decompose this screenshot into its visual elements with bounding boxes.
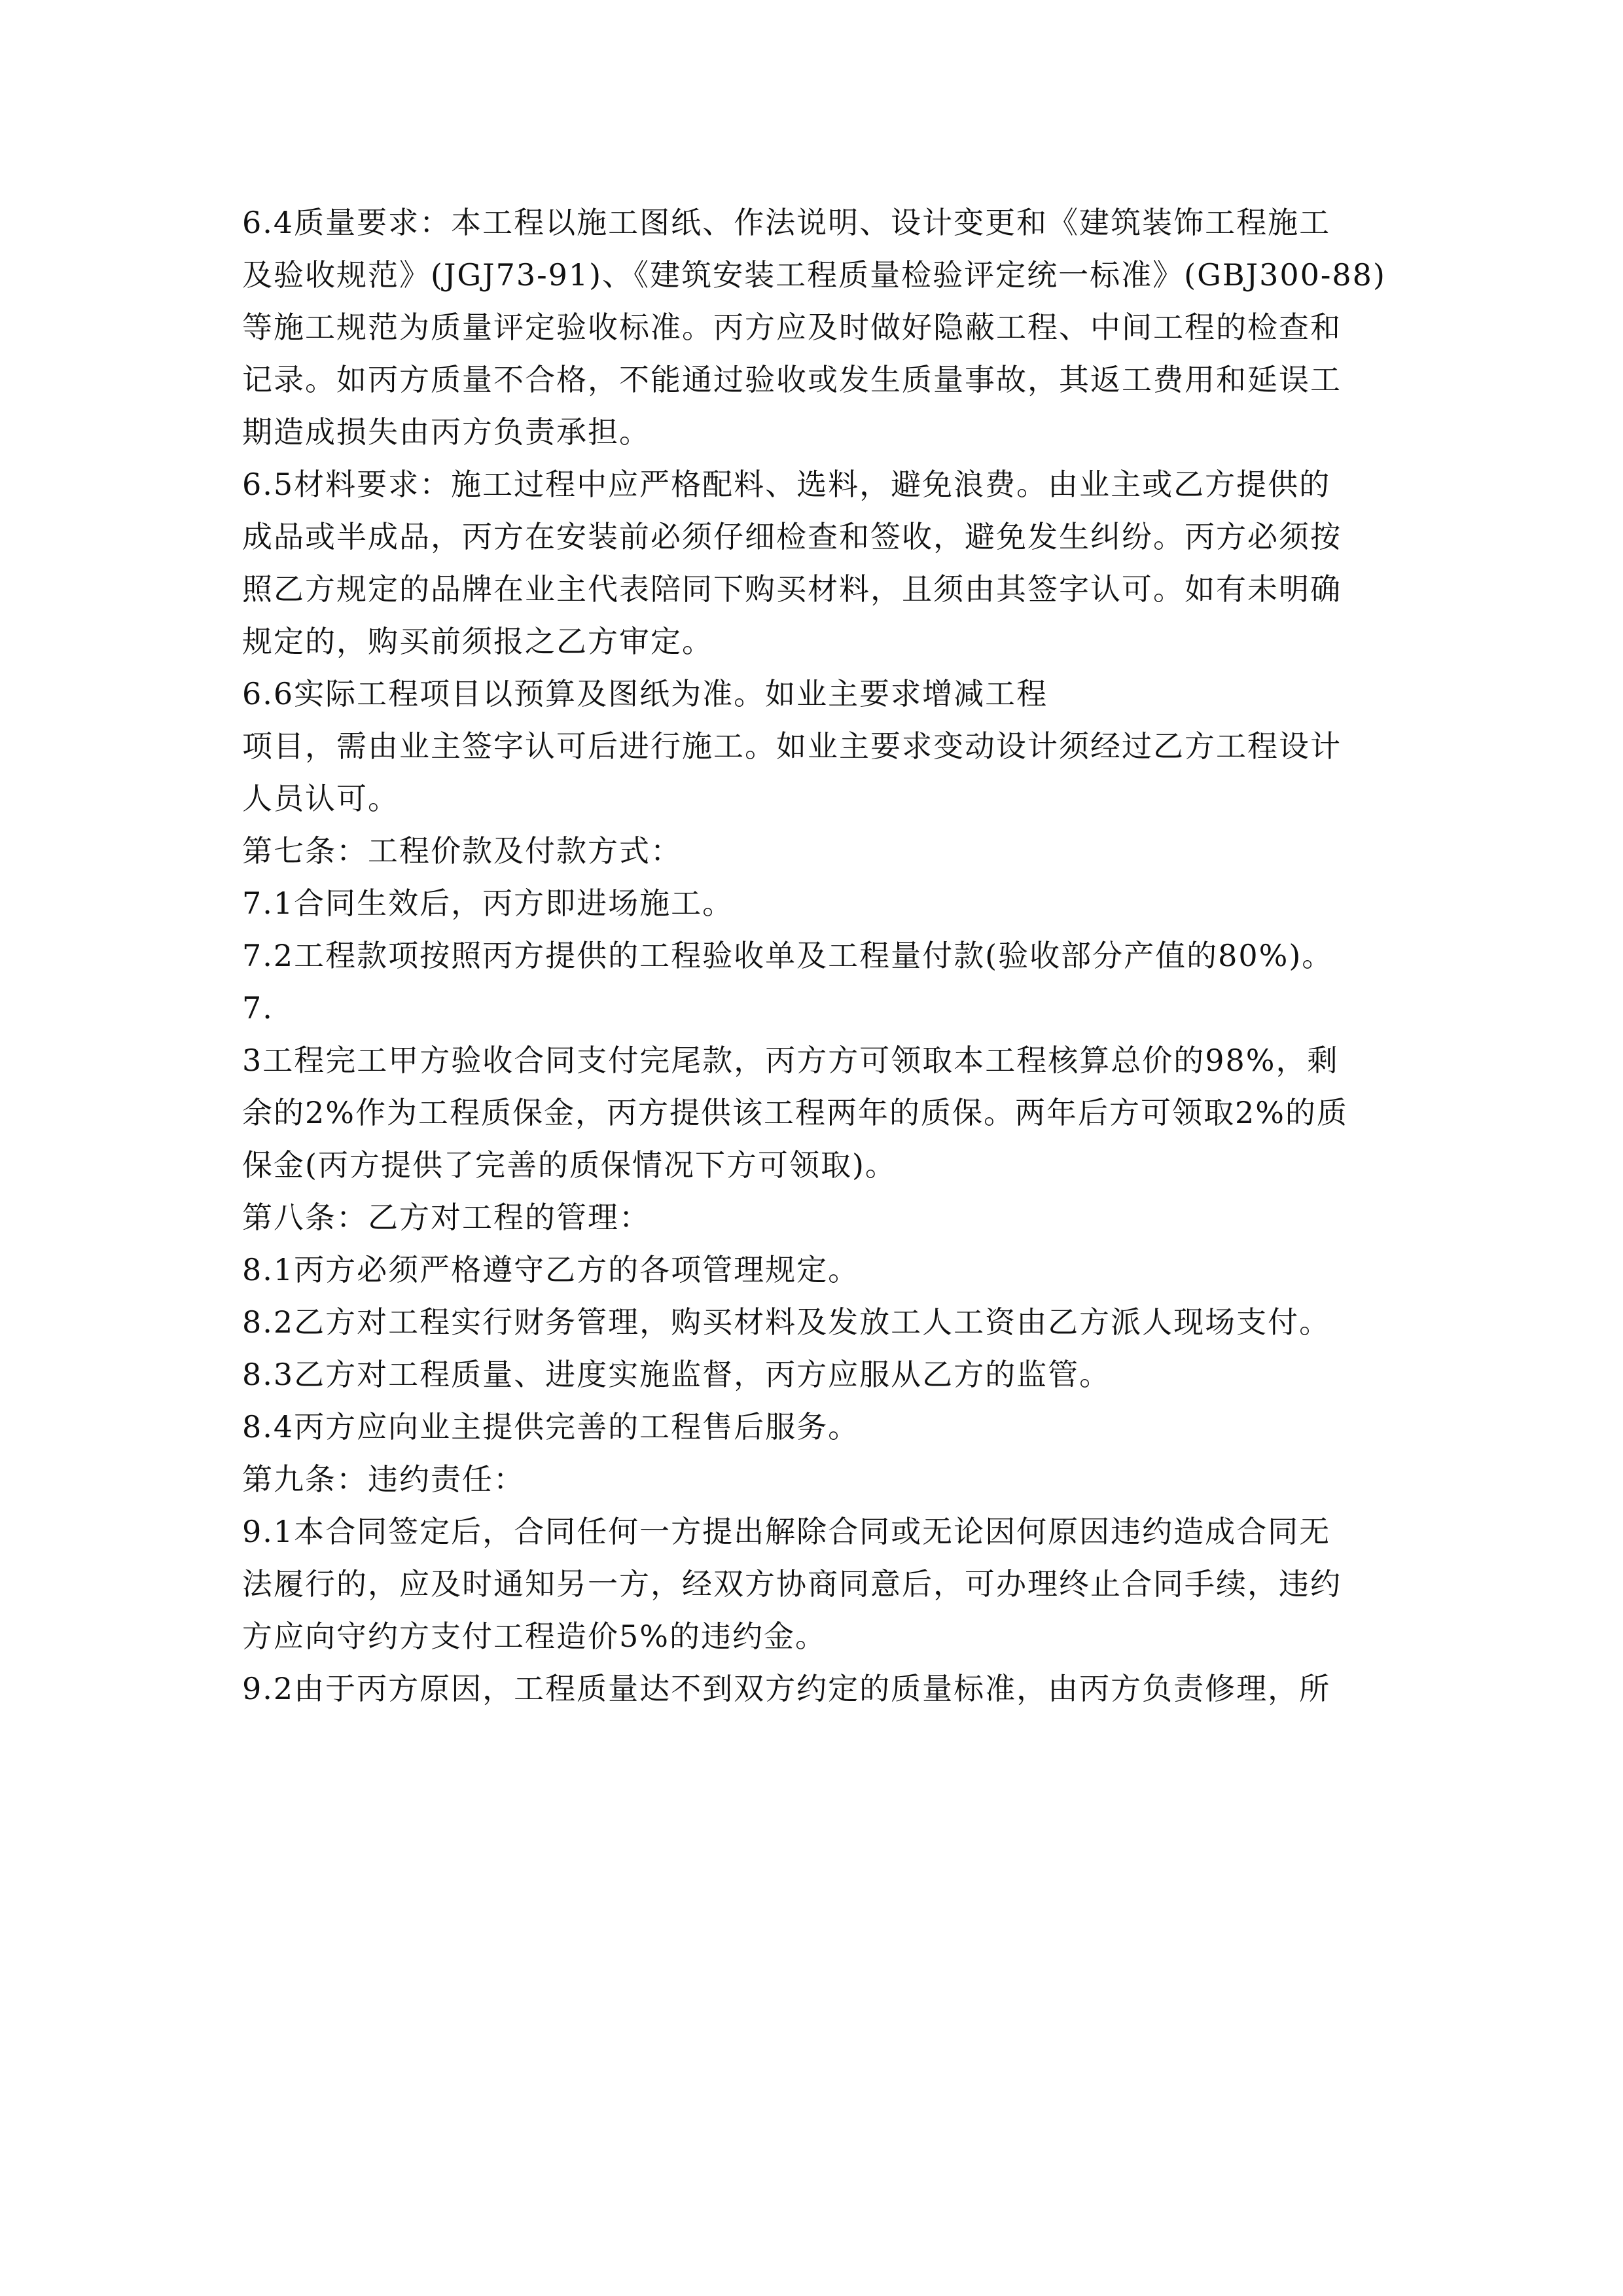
text-line: 期造成损失由丙方负责承担。 (242, 414, 651, 450)
text-line: 6.4质量要求：本工程以施工图纸、作法说明、设计变更和《建筑装饰工程施工 (242, 205, 1331, 240)
text-line: 项目，需由业主签字认可后进行施工。如业主要求变动设计须经过乙方工程设计 (242, 728, 1342, 764)
document-body (242, 196, 1394, 1715)
text-line: 照乙方规定的品牌在业主代表陪同下购买材料，且须由其签字认可。如有未明确 (242, 571, 1342, 607)
text-line: 8.2乙方对工程实行财务管理，购买材料及发放工人工资由乙方派人现场支付。 (242, 1304, 1331, 1340)
text-line: 法履行的，应及时通知另一方，经双方协商同意后，可办理终止合同手续，违约 (242, 1566, 1342, 1602)
text-line: 8.4丙方应向业主提供完善的工程售后服务。 (242, 1409, 860, 1444)
text-line: 6.6实际工程项目以预算及图纸为准。如业主要求增减工程 (242, 676, 1048, 711)
text-line: 7.2工程款项按照丙方提供的工程验收单及工程量付款(验收部分产值的80%)。 (242, 938, 1334, 973)
text-line: 余的2%作为工程质保金，丙方提供该工程两年的质保。两年后方可领取2%的质 (242, 1095, 1348, 1130)
text-line: 8.3乙方对工程质量、进度实施监督，丙方应服从乙方的监管。 (242, 1357, 1111, 1392)
text-line: 9.1本合同签定后，合同任何一方提出解除合同或无论因何原因违约造成合同无 (242, 1514, 1331, 1549)
text-line: 7.1合同生效后，丙方即进场施工。 (242, 886, 734, 921)
text-line: 人员认可。 (242, 781, 399, 816)
text-line: 等施工规范为质量评定验收标准。丙方应及时做好隐蔽工程、中间工程的检查和 (242, 310, 1342, 345)
text-line: 记录。如丙方质量不合格，不能通过验收或发生质量事故，其返工费用和延误工 (242, 362, 1342, 397)
text-line: 8.1丙方必须严格遵守乙方的各项管理规定。 (242, 1252, 860, 1287)
text-line: 9.2由于丙方原因，工程质量达不到双方约定的质量标准，由丙方负责修理，所 (242, 1671, 1331, 1706)
text-line: 成品或半成品，丙方在安装前必须仔细检查和签收，避免发生纠纷。丙方必须按 (242, 519, 1342, 554)
text-line: 6.5材料要求：施工过程中应严格配料、选料，避免浪费。由业主或乙方提供的 (242, 467, 1331, 502)
text-line: 方应向守约方支付工程造价5%的违约金。 (242, 1619, 827, 1654)
section-heading: 第八条：乙方对工程的管理： (242, 1200, 651, 1235)
text-line: 7. (242, 990, 274, 1026)
text-line: 规定的，购买前须报之乙方审定。 (242, 624, 713, 659)
text-line: 3工程完工甲方验收合同支付完尾款，丙方方可领取本工程核算总价的98%，剩 (242, 1043, 1339, 1078)
section-heading: 第九条：违约责任： (242, 1462, 525, 1497)
section-heading: 第七条：工程价款及付款方式： (242, 833, 682, 869)
text-line: 及验收规范》(JGJ73-91)、《建筑安装工程质量检验评定统一标准》(GBJ300-88) (242, 257, 1386, 293)
text-line: 保金(丙方提供了完善的质保情况下方可领取)。 (242, 1147, 897, 1183)
